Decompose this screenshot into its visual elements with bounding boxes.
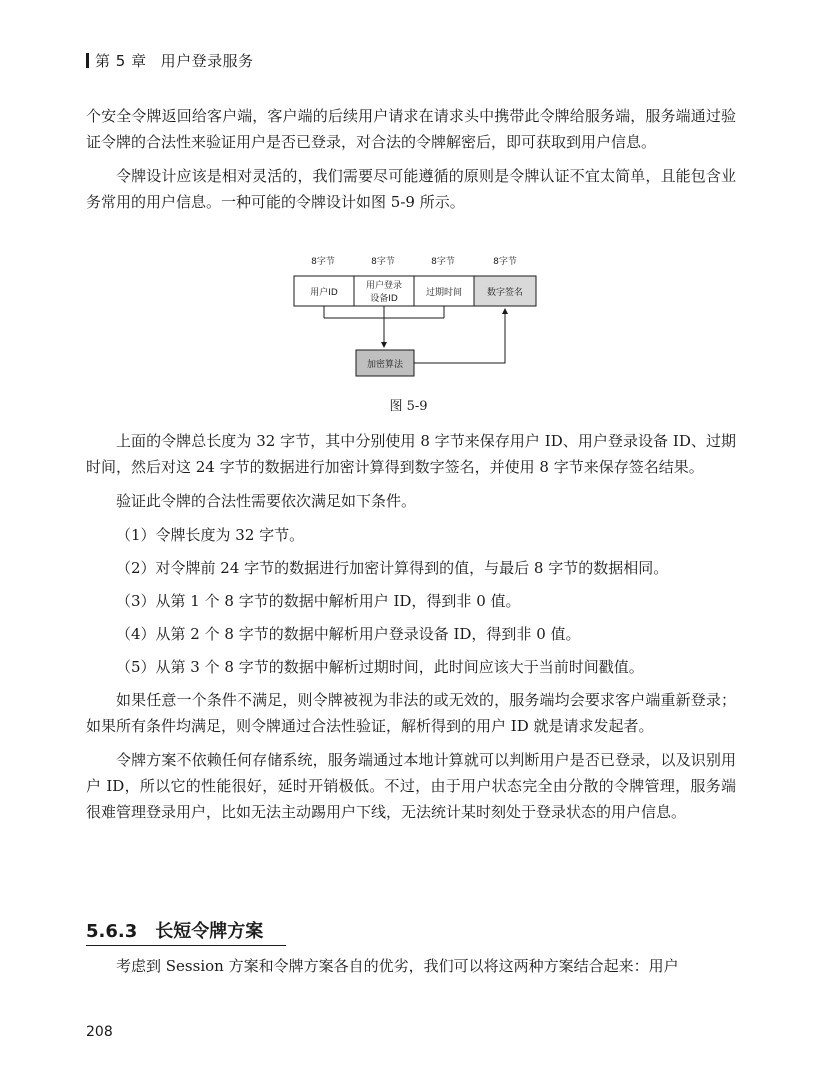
text-block-middle [86, 428, 736, 833]
size-label-1: 8字节 [311, 257, 335, 267]
connector-to-signature [414, 309, 505, 363]
field-label-device-line2: 设备ID [370, 294, 398, 304]
condition-item: （4）从第 2 个 8 字节的数据中解析用户登录设备 ID，得到非 0 值。 [116, 625, 581, 643]
text-block-bottom [86, 953, 736, 987]
paragraph-token-length: 上面的令牌总长度为 32 字节，其中分别使用 8 字节来保存用户 ID、用户登录设备 ID、过期时间，然后对这 24 字节的数据进行加密计算得到数字签名，并使用 8 字节来保存签名结果。 [86, 432, 736, 476]
token-structure-figure [280, 252, 540, 392]
algorithm-label: 加密算法 [366, 360, 404, 370]
connector-to-algorithm [324, 306, 444, 347]
section-number: 5.6.3 [86, 921, 138, 942]
paragraph-combined-scheme: 考虑到 Session 方案和令牌方案各自的优劣，我们可以将这两种方案结合起来：用户 [116, 957, 679, 975]
section-title: 长短令牌方案 [155, 921, 264, 942]
paragraph-invalid-token: 如果任意一个条件不满足，则令牌被视为非法的或无效的，服务端均会要求客户端重新登录；如果所有条件均满足，则令牌通过合法性验证，解析得到的用户 ID 就是请求发起者。 [86, 691, 736, 735]
size-label-3: 8字节 [431, 257, 455, 267]
field-label-device-line1: 用户登录 [365, 281, 403, 291]
header-bar [86, 53, 89, 68]
figure-caption: 图 5-9 [389, 399, 428, 414]
size-label-2: 8字节 [371, 257, 395, 267]
paragraph-continued: 个安全令牌返回给客户端，客户端的后续用户请求在请求头中携带此令牌给服务端，服务端通过验证令牌的合法性来验证用户是否已登录，对合法的令牌解密后，即可获取到用户信息。 [86, 107, 736, 151]
condition-item: （5）从第 3 个 8 字节的数据中解析过期时间，此时间应该大于当前时间戳值。 [116, 658, 644, 676]
size-label-4: 8字节 [493, 257, 517, 267]
paragraph-token-tradeoffs: 令牌方案不依赖任何存储系统，服务端通过本地计算就可以判断用户是否已登录，以及识别用户 ID，所以它的性能很好，延时开销极低。不过，由于用户状态完全由分散的令牌管理，服务端很难管理登录用户，比如无法主动踢用户下线，无法统计某时刻处于登录状态的用户信息。 [86, 751, 736, 821]
running-header [86, 50, 254, 71]
condition-item: （1）令牌长度为 32 字节。 [116, 526, 305, 544]
section-heading [86, 917, 286, 946]
header-chapter: 第 5 章 [95, 52, 147, 70]
field-label-signature: 数字签名 [486, 288, 524, 298]
header-title: 用户登录服务 [160, 52, 254, 70]
page-number: 208 [86, 1024, 113, 1040]
token-diagram [280, 252, 540, 392]
paragraph-validation-intro: 验证此令牌的合法性需要依次满足如下条件。 [116, 492, 417, 510]
field-label-expire: 过期时间 [425, 288, 463, 298]
text-block-top [86, 103, 736, 223]
condition-item: （2）对令牌前 24 字节的数据进行加密计算得到的值，与最后 8 字节的数据相同。 [116, 559, 669, 577]
field-label-user-id: 用户ID [310, 288, 338, 298]
condition-item: （3）从第 1 个 8 字节的数据中解析用户 ID，得到非 0 值。 [116, 592, 521, 610]
paragraph-token-design: 令牌设计应该是相对灵活的，我们需要尽可能遵循的原则是令牌认证不宜太简单，且能包含业务常用的用户信息。一种可能的令牌设计如图 5-9 所示。 [86, 167, 736, 211]
